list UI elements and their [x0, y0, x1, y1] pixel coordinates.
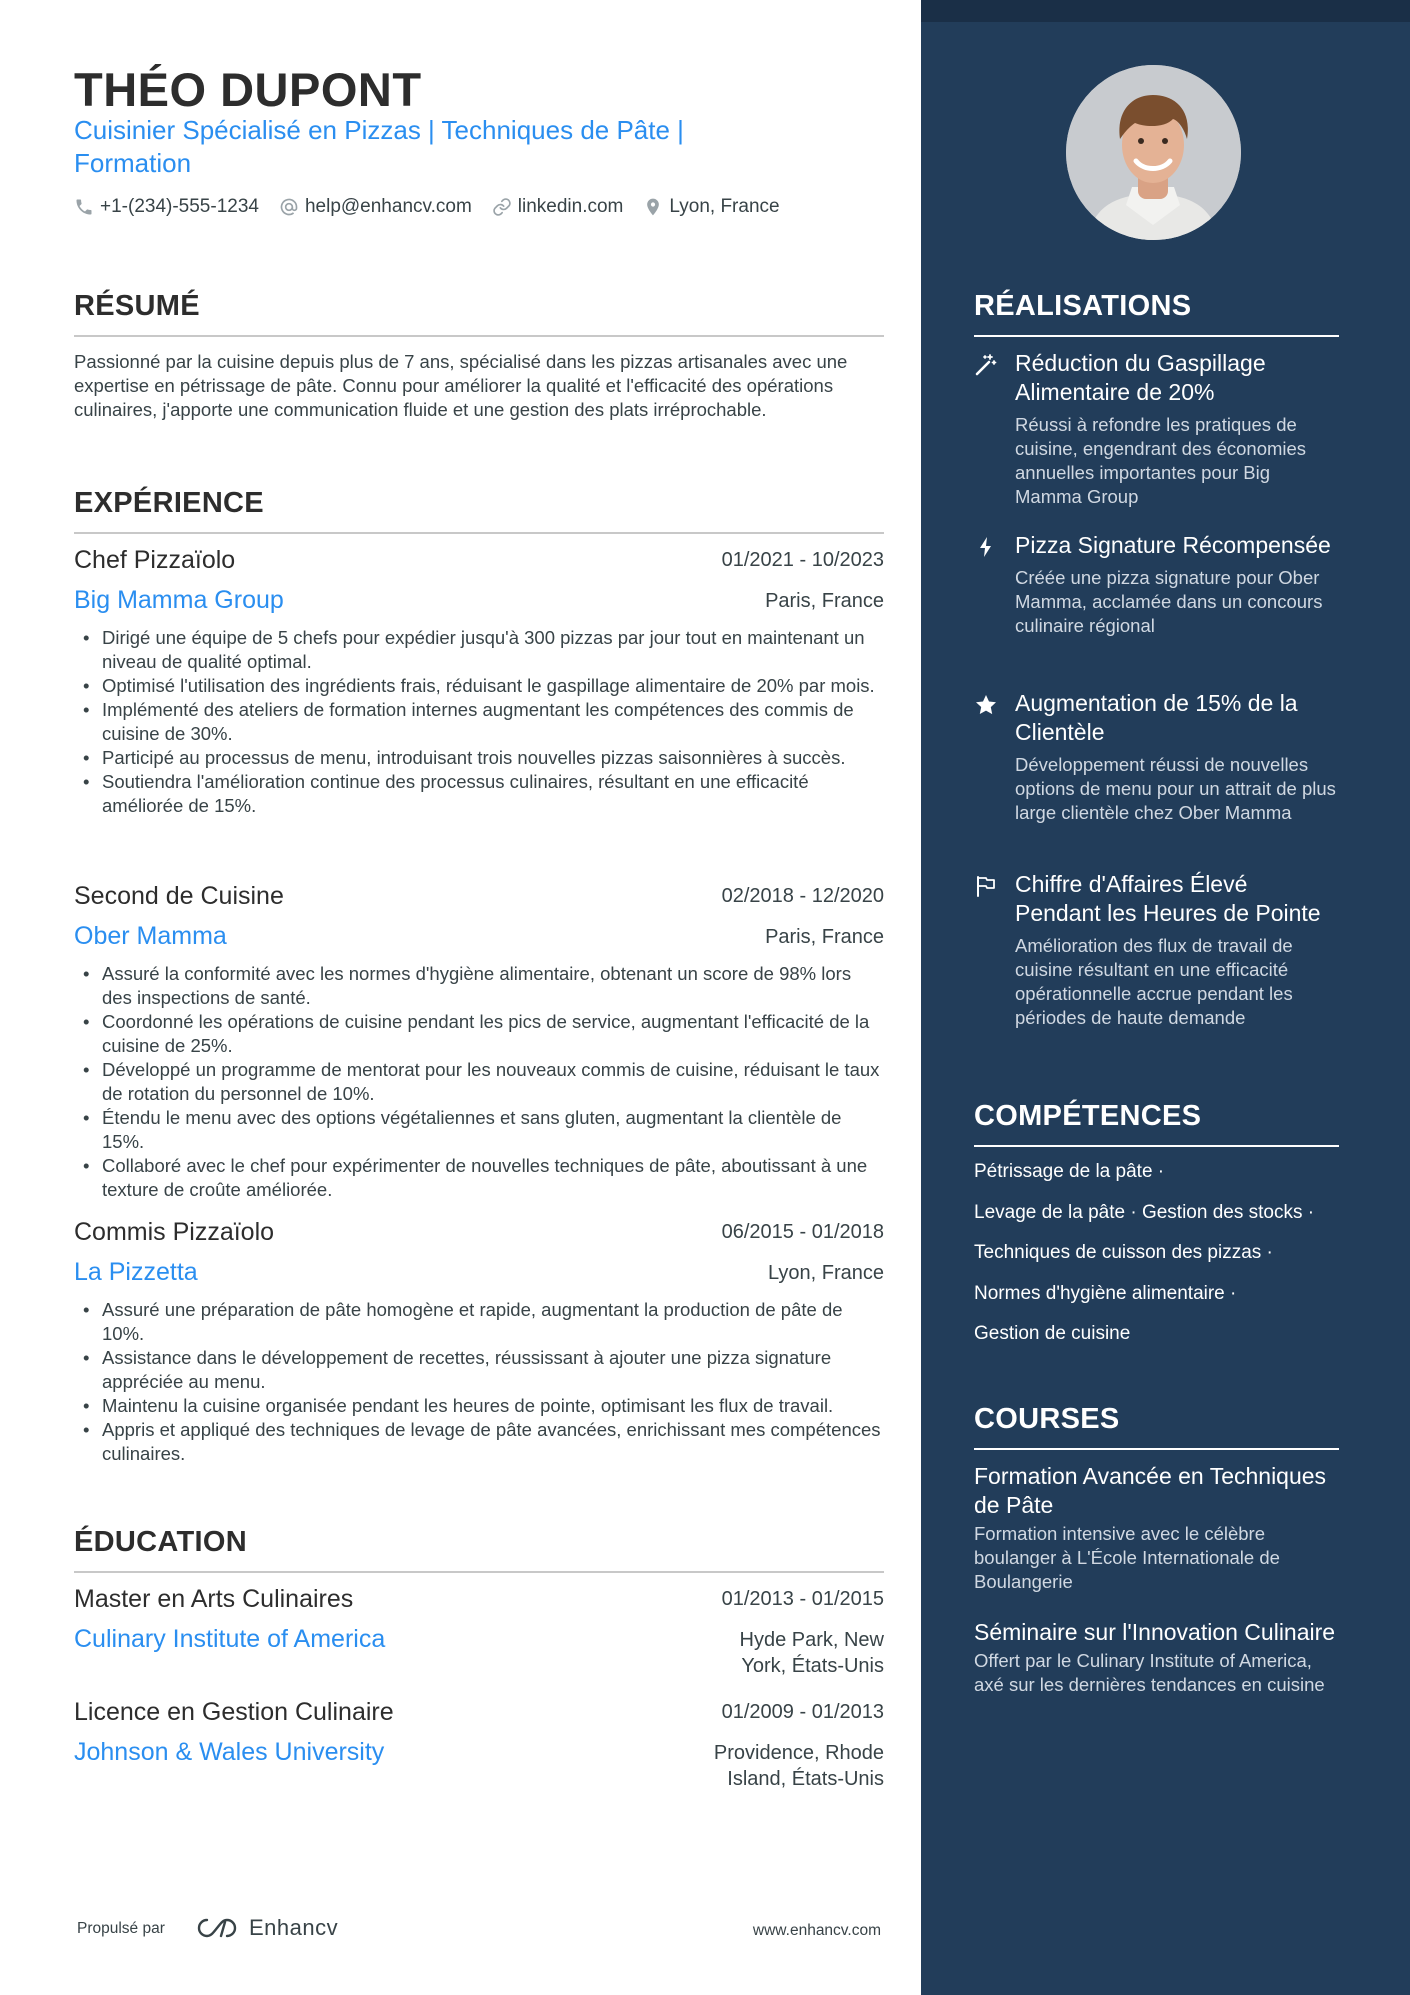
- bullet-item: • Assuré une préparation de pâte homogène et rapide, augmentant la production de pâte de 10%.: [74, 1298, 884, 1346]
- education-entry: [74, 1585, 884, 1677]
- avatar-portrait-icon: [1066, 65, 1241, 240]
- achievement-item: [974, 870, 1339, 1030]
- enhancv-logo[interactable]: [195, 1915, 338, 1941]
- job-bullets: [74, 962, 884, 1202]
- achievements-title: RÉALISATIONS: [974, 290, 1339, 337]
- contact-bar: [74, 196, 884, 218]
- at-sign-icon: [279, 197, 299, 217]
- linkedin-text: linkedin.com: [517, 196, 624, 217]
- course-title: Séminaire sur l'Innovation Culinaire: [974, 1619, 1336, 1645]
- achievement-title: Réduction du Gaspillage Alimentaire de 20%: [1015, 350, 1266, 405]
- location-line: Island, États-Unis: [727, 1768, 884, 1790]
- skills-section: [974, 1100, 1339, 1147]
- link-icon: [492, 197, 512, 217]
- location-line: York, États-Unis: [741, 1655, 884, 1677]
- achievement-description: Développement réussi de nouvelles options de menu pour un attrait de plus large clientèle chez Ober Mamma: [1015, 754, 1336, 823]
- achievement-item: [974, 531, 1339, 638]
- bullet-item: • Implémenté des ateliers de formation internes augmentant les compétences des commis de cuisine de 30%.: [74, 698, 884, 746]
- bullet-item: • Assuré la conformité avec les normes d'hygiène alimentaire, obtenant un score de 98% lors des inspections de santé.: [74, 962, 884, 1010]
- achievement-description: Réussi à refondre les pratiques de cuisine, engendrant des économies annuelles importantes pour Big Mamma Group: [1015, 414, 1307, 507]
- summary-text: Passionné par la cuisine depuis plus de 7 ans, spécialisé dans les pizzas artisanales avec une expertise en pétrissage de pâte. Connu pour améliorer la qualité et l'efficacité des opérations culinaires, j'apporte une communication fluide et une gestion des plats irréprochable.: [74, 351, 848, 420]
- job-dates: 02/2018 - 12/2020: [721, 885, 884, 907]
- job-dates: 01/2021 - 10/2023: [721, 549, 884, 571]
- contact-phone[interactable]: [74, 196, 259, 218]
- candidate-name: THÉO DUPONT: [74, 63, 422, 116]
- flag-icon: [974, 874, 998, 898]
- powered-by-text: Propulsé par: [77, 1920, 165, 1937]
- bullet-item: • Étendu le menu avec des options végétaliennes et sans gluten, augmentant la clientèle de 15%.: [74, 1106, 884, 1154]
- school-name[interactable]: Culinary Institute of America: [74, 1625, 386, 1653]
- degree-title: Master en Arts Culinaires: [74, 1585, 354, 1613]
- degree-title: Licence en Gestion Culinaire: [74, 1698, 394, 1726]
- job-title: Chef Pizzaïolo: [74, 546, 236, 574]
- skills-title: COMPÉTENCES: [974, 1100, 1339, 1147]
- skill-line: Levage de la pâte · Gestion des stocks ·: [974, 1202, 1315, 1223]
- education-title: ÉDUCATION: [74, 1526, 884, 1573]
- experience-entry: [74, 1218, 884, 1466]
- course-item: [974, 1618, 1339, 1697]
- achievement-description: Amélioration des flux de travail de cuisine résultant en une efficacité opérationnelle accrue pendant les périodes de haute demande: [1015, 935, 1293, 1028]
- skill-line: Pétrissage de la pâte ·: [974, 1161, 1165, 1182]
- courses-title: COURSES: [974, 1403, 1339, 1450]
- job-dates: 06/2015 - 01/2018: [721, 1221, 884, 1243]
- education-entry: [74, 1698, 884, 1790]
- experience-title: EXPÉRIENCE: [74, 487, 884, 534]
- phone-text: +1-(234)-555-1234: [100, 196, 259, 217]
- bullet-item: • Dirigé une équipe de 5 chefs pour expédier jusqu'à 300 pizzas par jour tout en maintenant un niveau de qualité optimal.: [74, 626, 884, 674]
- location-line: Hyde Park, New: [739, 1629, 884, 1651]
- company-name[interactable]: Big Mamma Group: [74, 586, 284, 614]
- job-title: Commis Pizzaïolo: [74, 1218, 275, 1246]
- education-location: [740, 1627, 885, 1679]
- lightning-bolt-icon: [974, 535, 998, 559]
- contact-linkedin[interactable]: [492, 196, 624, 218]
- phone-icon: [74, 197, 94, 217]
- bullet-item: • Optimisé l'utilisation des ingrédients frais, réduisant le gaspillage alimentaire de 20% par mois.: [74, 674, 884, 698]
- email-text: help@enhancv.com: [304, 196, 472, 217]
- achievements-section: [974, 290, 1339, 337]
- experience-entry: [74, 882, 884, 1202]
- star-icon: [974, 693, 998, 717]
- course-item: [974, 1462, 1339, 1594]
- bullet-item: • Collaboré avec le chef pour expérimenter de nouvelles techniques de pâte, aboutissant à une texture de croûte améliorée.: [74, 1154, 884, 1202]
- education-dates: 01/2013 - 01/2015: [721, 1588, 884, 1610]
- course-description: Formation intensive avec le célèbre boulanger à L'École Internationale de Boulangerie: [974, 1523, 1280, 1592]
- skill-line: Normes d'hygiène alimentaire ·: [974, 1283, 1237, 1304]
- contact-email[interactable]: [279, 196, 472, 218]
- experience-entry: [74, 546, 884, 818]
- course-title: Formation Avancée en Techniques de Pâte: [974, 1463, 1327, 1518]
- headline: Cuisinier Spécialisé en Pizzas | Techniques de Pâte | Formation: [74, 115, 684, 178]
- course-description: Offert par le Culinary Institute of America, axé sur les dernières tendances en cuisine: [974, 1650, 1325, 1695]
- job-location: Lyon, France: [768, 1262, 884, 1284]
- courses-section: [974, 1403, 1339, 1450]
- website-link[interactable]: www.enhancv.com: [752, 1922, 881, 1939]
- education-location: [714, 1740, 884, 1792]
- sidebar: [921, 0, 1410, 1995]
- bullet-item: • Maintenu la cuisine organisée pendant les heures de pointe, optimisant les flux de travail.: [74, 1394, 884, 1418]
- bullet-item: • Assistance dans le développement de recettes, réussissant à ajouter une pizza signature appréciée au menu.: [74, 1346, 884, 1394]
- bullet-item: • Développé un programme de mentorat pour les nouveaux commis de cuisine, réduisant le taux de rotation du personnel de 10%.: [74, 1058, 884, 1106]
- achievement-item: [974, 349, 1339, 509]
- contact-location: [643, 196, 779, 218]
- brand-name: Enhancv: [249, 1915, 339, 1940]
- sidebar-top-band: [921, 0, 1410, 22]
- location-text: Lyon, France: [669, 196, 780, 217]
- company-name[interactable]: Ober Mamma: [74, 922, 227, 950]
- location-line: Providence, Rhode: [713, 1742, 884, 1764]
- achievement-item: [974, 689, 1339, 825]
- achievement-title: Pizza Signature Récompensée: [1015, 532, 1331, 558]
- bullet-item: • Soutiendra l'amélioration continue des processus culinaires, résultant en une efficacité améliorée de 15%.: [74, 770, 884, 818]
- magic-wand-icon: [974, 353, 998, 377]
- bullet-item: • Coordonné les opérations de cuisine pendant les pics de service, augmentant l'efficacité de la cuisine de 25%.: [74, 1010, 884, 1058]
- map-pin-icon: [643, 197, 663, 217]
- school-name[interactable]: Johnson & Wales University: [74, 1738, 385, 1766]
- achievement-title: Augmentation de 15% de la Clientèle: [1015, 690, 1298, 745]
- job-bullets: [74, 1298, 884, 1466]
- bullet-item: • Participé au processus de menu, introduisant trois nouvelles pizzas saisonnières à succès.: [74, 746, 884, 770]
- skill-line: Techniques de cuisson des pizzas ·: [974, 1242, 1273, 1263]
- company-name[interactable]: La Pizzetta: [74, 1258, 198, 1286]
- skill-line: Gestion de cuisine: [974, 1323, 1131, 1344]
- achievement-description: Créée une pizza signature pour Ober Mamma, acclamée dans un concours culinaire régional: [1015, 567, 1323, 636]
- summary-title: RÉSUMÉ: [74, 290, 884, 337]
- bullet-item: • Appris et appliqué des techniques de levage de pâte avancées, enrichissant mes compétences culinaires.: [74, 1418, 884, 1466]
- job-location: Paris, France: [765, 926, 884, 948]
- avatar: [1066, 65, 1241, 240]
- education-dates: 01/2009 - 01/2013: [721, 1701, 884, 1723]
- achievement-title: Chiffre d'Affaires Élevé Pendant les Heures de Pointe: [1015, 871, 1321, 926]
- job-bullets: [74, 626, 884, 818]
- enhancv-logo-icon: [195, 1916, 241, 1940]
- job-location: Paris, France: [765, 590, 884, 612]
- footer: [77, 1915, 881, 1945]
- job-title: Second de Cuisine: [74, 882, 284, 910]
